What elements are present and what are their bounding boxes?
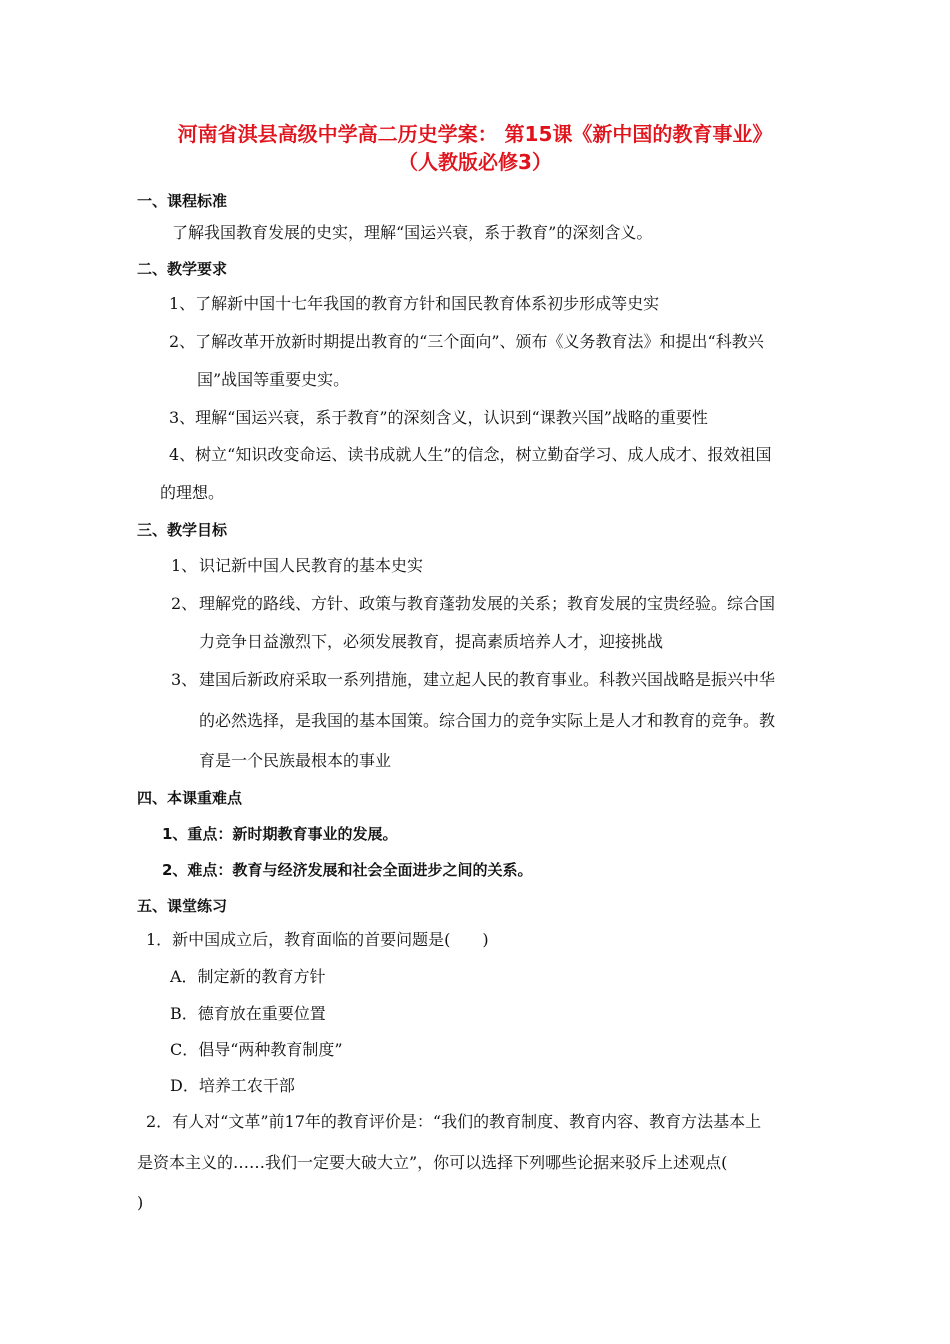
section-heading-teaching-requirements: 二、教学要求 (137, 260, 228, 278)
section-heading-key-points: 四、本课重难点 (137, 789, 243, 807)
objective-item-1: 识记新中国人民教育的基本史实 (199, 556, 424, 575)
objective-item-3-cont-1: 的必然选择，是我国的基本国策。综合国力的竞争实际上是人才和教育的竞争。教 (199, 711, 776, 730)
question-1-option-a: A．制定新的教育方针 (170, 967, 326, 986)
section-heading-curriculum-standard: 一、课程标准 (137, 192, 228, 210)
question-2-stem-cont: 是资本主义的……我们一定要大破大立”，你可以选择下列哪些论据来驳斥上述观点( (137, 1153, 728, 1172)
question-1-stem: 1．新中国成立后，教育面临的首要问题是( ) (146, 930, 489, 949)
question-1-option-d: D．培养工农干部 (170, 1076, 295, 1095)
requirement-item-2-cont: 国”战国等重要史实。 (197, 370, 350, 389)
document-title: 河南省淇县高级中学高二历史学案： 第15课《新中国的教育事业》 (177, 122, 773, 146)
objective-item-2: 理解党的路线、方针、政策与教育蓬勃发展的关系；教育发展的宝贵经验。综合国 (199, 594, 776, 613)
objective-item-3-number: 3、 (171, 670, 198, 689)
requirement-item-4-cont: 的理想。 (160, 483, 225, 502)
difficult-point-item: 2、难点：教育与经济发展和社会全面进步之间的关系。 (162, 861, 533, 879)
objective-item-3: 建国后新政府采取一系列措施，建立起人民的教育事业。科教兴国战略是振兴中华 (199, 670, 776, 689)
question-1-option-b: B．德育放在重要位置 (170, 1004, 326, 1023)
document-subtitle: （人教版必修3） (398, 150, 552, 174)
objective-item-1-number: 1、 (171, 556, 198, 575)
objective-item-2-number: 2、 (171, 594, 198, 613)
curriculum-standard-text: 了解我国教育发展的史实，理解“国运兴衰，系于教育”的深刻含义。 (172, 223, 653, 242)
question-2-stem: 2．有人对“文革”前17年的教育评价是：“我们的教育制度、教育内容、教育方法基本上 (146, 1112, 762, 1131)
requirement-item-1: 1、了解新中国十七年我国的教育方针和国民教育体系初步形成等史实 (169, 294, 660, 313)
section-heading-teaching-objectives: 三、教学目标 (137, 521, 228, 539)
objective-item-3-cont-2: 育是一个民族最根本的事业 (199, 751, 392, 770)
requirement-item-3: 3、理解“国运兴衰，系于教育”的深刻含义，认识到“课教兴国”战略的重要性 (169, 408, 708, 427)
requirement-item-4: 4、树立“知识改变命运、读书成就人生”的信念，树立勤奋学习、成人成才、报效祖国 (169, 445, 772, 464)
objective-item-2-cont: 力竞争日益激烈下，必须发展教育，提高素质培养人才，迎接挑战 (199, 632, 664, 651)
key-point-item: 1、重点：新时期教育事业的发展。 (162, 825, 398, 843)
question-2-stem-end: ) (137, 1193, 144, 1212)
requirement-item-2: 2、了解改革开放新时期提出教育的“三个面向”、颁布《义务教育法》和提出“科教兴 (169, 332, 764, 351)
question-1-option-c: C．倡导“两种教育制度” (170, 1040, 343, 1059)
section-heading-classroom-exercises: 五、课堂练习 (137, 897, 228, 915)
